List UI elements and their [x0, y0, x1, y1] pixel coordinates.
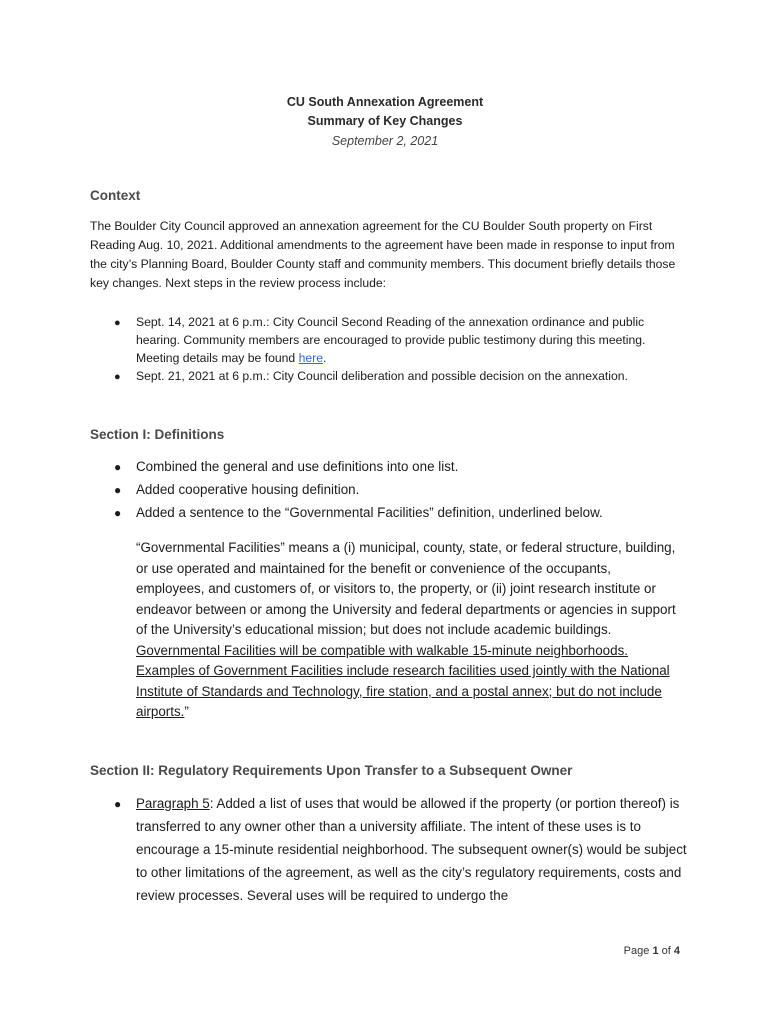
- document-title: CU South Annexation Agreement: [286, 95, 484, 109]
- paragraph-5-reference: Paragraph 5: [136, 796, 210, 811]
- bullet-icon: ●: [114, 797, 122, 811]
- bullet-icon: ●: [114, 317, 121, 329]
- underlined-addition: Governmental Facilities will be compatible with walkable 15-minute neighborhoods. Examples of Government Facilities include research facilities used jointly with the National Institute of Standards and Technology, fire station, and a postal annex; but do not include airports.: [136, 642, 670, 719]
- bullet-icon: ●: [114, 506, 122, 520]
- list-item: ● Added cooperative housing definition.: [90, 478, 690, 501]
- section2-list: [90, 792, 690, 907]
- title-block: [0, 93, 770, 151]
- page-number: Page 1 of 4: [623, 945, 680, 957]
- here-link[interactable]: here: [298, 351, 324, 365]
- context-paragraph: The Boulder City Council approved an annexation agreement for the CU Boulder South property on First Reading Aug. 10, 2021. Additional amendments to the agreement have been made in response to input from the city’s Planning Board, Boulder County staff and community members. This document briefly details those key changes. Next steps in the review process include:: [90, 219, 676, 290]
- section2-heading: Section II: Regulatory Requirements Upon Transfer to a Subsequent Owner: [90, 763, 573, 778]
- list-item: ● Paragraph 5: Added a list of uses that would be allowed if the property (or portion thereof) is transferred to any owner other than a university affiliate. The intent of these uses is to encourage a 15-minute residential neighborhood. The subsequent owner(s) would be subject to other limitations of the agreement, as well as the city’s regulatory requirements, costs and review processes. Several uses will be required to undergo the: [90, 792, 690, 907]
- list-item: ● Sept. 21, 2021 at 6 p.m.: City Council deliberation and possible decision on the annexation.: [90, 367, 690, 385]
- list-item: ● Added a sentence to the “Governmental Facilities” definition, underlined below.: [90, 501, 690, 524]
- document-date: September 2, 2021: [331, 134, 439, 148]
- bullet-icon: ●: [114, 483, 122, 497]
- list-item: ● Sept. 14, 2021 at 6 p.m.: City Council Second Reading of the annexation ordinance and public hearing. Community members are encouraged to provide public testimony during this meeting. Meeting details may be found here.: [114, 315, 646, 365]
- bullet-icon: ●: [114, 371, 121, 383]
- context-heading: Context: [90, 188, 141, 203]
- list-item: ● Combined the general and use definitions into one list.: [90, 455, 690, 478]
- section1-heading: Section I: Definitions: [90, 427, 225, 442]
- governmental-facilities-quote: “Governmental Facilities” means a (i) municipal, county, state, or federal structure, building, or use operated and maintained for the benefit or convenience of the occupants, employees, and customers of, or visitors to, the property, or (ii) joint research institute or endeavor between or among the University and federal departments or agencies in support of the University’s educational mission; but does not include academic buildings. Governmental Facilities will be compatible with walkable 15-minute neighborhoods. Examples of Government Facilities include research facilities used jointly with the National Institute of Standards and Technology, fire station, and a postal annex; but do not include airports.”: [136, 540, 676, 719]
- document-subtitle: Summary of Key Changes: [307, 114, 463, 128]
- next-steps-list: [90, 313, 690, 385]
- section1-list: [90, 455, 690, 524]
- bullet-icon: ●: [114, 460, 122, 474]
